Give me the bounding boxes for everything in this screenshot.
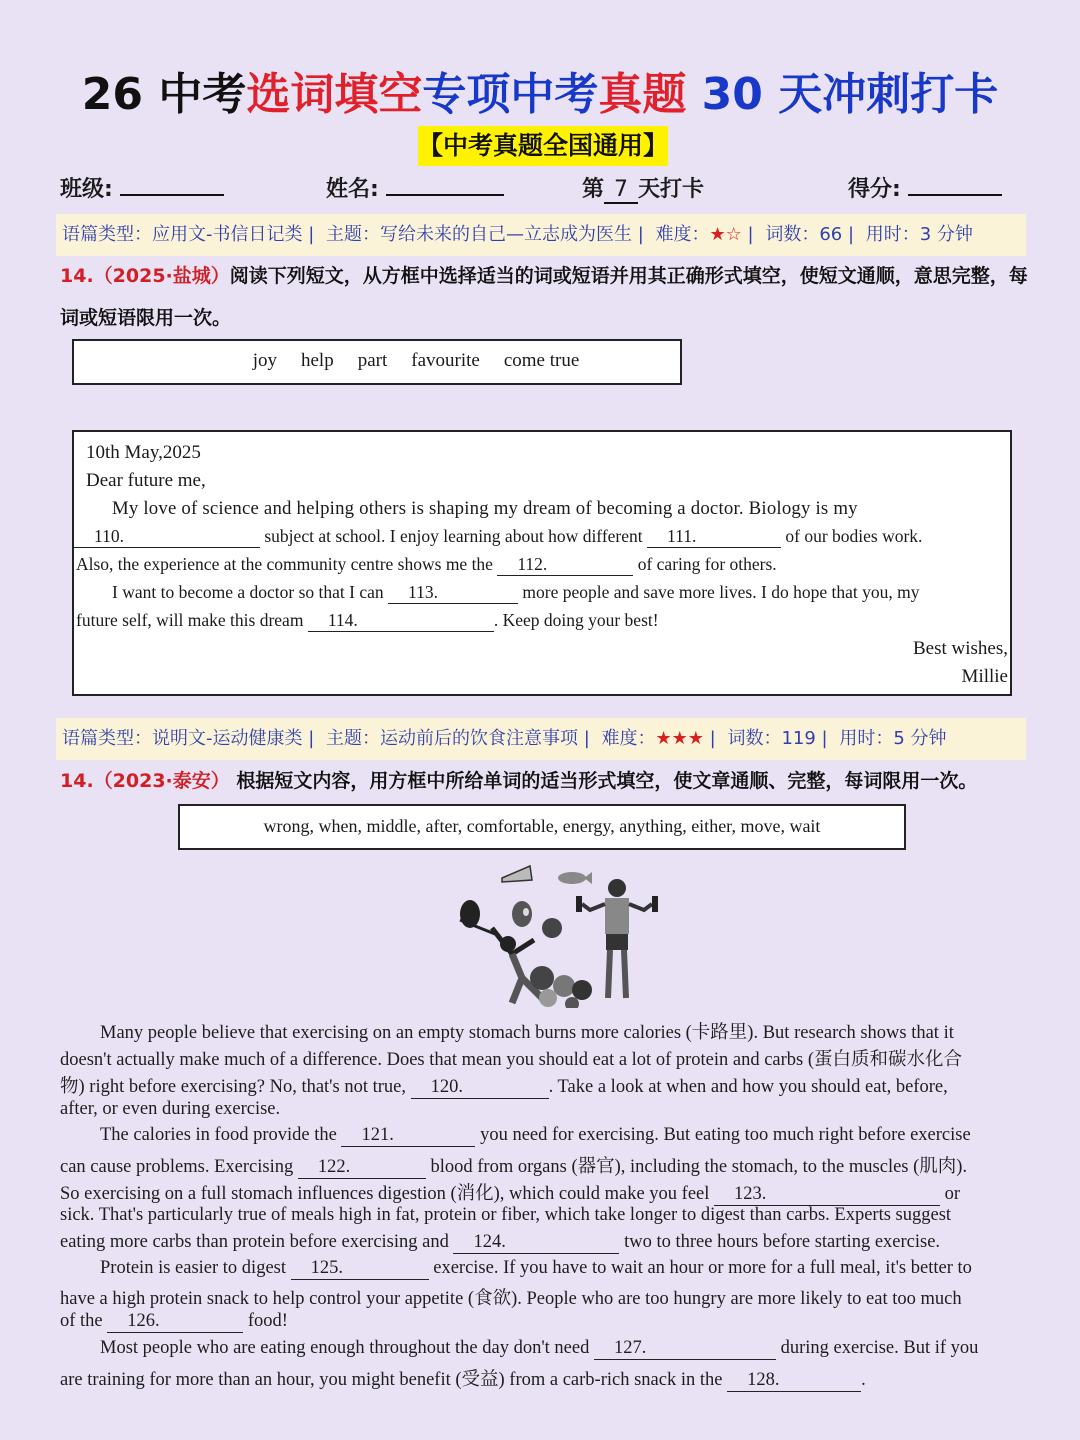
passage-line: eating more carbs than protein before exercising and <box>60 1232 449 1252</box>
blank-126[interactable]: 126. <box>107 1311 243 1333</box>
question-number: 14.（2025·盐城） <box>60 265 230 287</box>
fish-icon <box>558 872 592 884</box>
letter-closing: Best wishes, <box>913 638 1008 659</box>
beans-icon <box>512 901 532 927</box>
letter-greeting: Dear future me, <box>86 470 206 491</box>
passage-line: two to three hours before starting exercise. <box>624 1232 941 1252</box>
blank-112[interactable]: 112. <box>497 554 633 576</box>
blank-113[interactable]: 113. <box>388 582 518 604</box>
weightlifting-man-icon <box>576 879 658 998</box>
passage-line: or <box>944 1184 961 1204</box>
letter-line: subject at school. I enjoy learning about how different <box>264 526 643 546</box>
passage-line: blood from organs (器官), including the stomach, to the muscles (肌肉). <box>430 1157 968 1177</box>
day-field <box>582 172 704 204</box>
section2-question <box>60 761 1040 801</box>
letter-line: My love of science and helping others is shaping my dream of becoming a doctor. Biology is my <box>112 498 858 519</box>
passage-line: exercise. If you have to wait an hour or more for a full meal, it's better to <box>433 1258 972 1278</box>
word-bank-2: wrong, when, middle, after, comfortable, energy, anything, either, move, wait <box>178 804 906 850</box>
star-filled-icon: ★ <box>709 224 726 245</box>
topic: 主题：写给未来的自己—立志成为医生 <box>326 224 633 245</box>
time-estimate: 用时：3 分钟 <box>865 224 973 245</box>
genre-type: 语篇类型：说明文-运动健康类 <box>62 728 303 749</box>
blank-125[interactable]: 125. <box>291 1258 429 1280</box>
passage-line: of the <box>60 1311 103 1331</box>
class-label: 班级: <box>60 177 113 202</box>
score-blank[interactable] <box>908 172 1002 196</box>
blank-123[interactable]: 123. <box>714 1184 940 1206</box>
day-suffix: 天打卡 <box>638 177 705 202</box>
section1-info-bar: 语篇类型：应用文-书信日记类 | 主题：写给未来的自己—立志成为医生 | 难度：★☆ | 词数：66 | 用时：3 分钟 <box>56 214 1026 256</box>
passage-line: The calories in food provide the <box>100 1125 337 1145</box>
title-part-4: 真题 <box>598 69 687 120</box>
time-estimate: 用时：5 分钟 <box>839 728 947 749</box>
passage-line: doesn't actually make much of a difference. Does that mean you should eat a lot of protein and carbs (蛋白质和碳水化合 <box>60 1050 963 1070</box>
letter-line: of our bodies work. <box>785 526 923 546</box>
word-option: favourite <box>411 350 480 371</box>
question-text: 阅读下列短文，从方框中选择适当的词或短语并用其正确形式填空，使短文通顺，意思完整，每 <box>229 265 1028 287</box>
passage-line: 物) right before exercising? No, that's not true, <box>60 1077 406 1097</box>
title-part-5: 30 天冲刺打卡 <box>686 69 999 120</box>
day-value: 7 <box>604 177 638 204</box>
letter-date: 10th May,2025 <box>86 442 201 463</box>
letter-line: . Keep doing your best! <box>493 610 659 630</box>
section1-question-cont: 词或短语限用一次。 <box>60 307 232 329</box>
letter-line: I want to become a doctor so that I can <box>112 582 384 602</box>
passage-line: Many people believe that exercising on an empty stomach burns more calories (卡路里). But research shows that it <box>100 1023 954 1043</box>
passage-line: can cause problems. Exercising <box>60 1157 294 1177</box>
passage-line: have a high protein snack to help control your appetite (食欲). People who are too hungry are more likely to eat too much <box>60 1289 962 1309</box>
genre-type: 语篇类型：应用文-书信日记类 <box>62 224 303 245</box>
subtitle-badge: 【中考真题全国通用】 <box>418 126 668 166</box>
question-text: 根据短文内容，用方框中所给单词的适当形式填空，使文章通顺、完整，每词限用一次。 <box>236 770 978 792</box>
fruit-basket-icon <box>530 966 592 1008</box>
blank-128[interactable]: 128. <box>727 1370 861 1392</box>
score-label: 得分: <box>848 177 901 202</box>
blank-120[interactable]: 120. <box>411 1077 549 1099</box>
blank-127[interactable]: 127. <box>594 1338 776 1360</box>
name-label: 姓名: <box>326 177 379 202</box>
question-number: 14.（2023·泰安） <box>60 770 230 792</box>
topic: 主题：运动前后的饮食注意事项 <box>326 728 579 749</box>
passage-line: food! <box>247 1311 288 1331</box>
cheese-icon <box>502 866 532 882</box>
passage-line: during exercise. But if you <box>780 1338 979 1358</box>
passage-line: after, or even during exercise. <box>60 1099 281 1119</box>
section2-info-bar: 语篇类型：说明文-运动健康类 | 主题：运动前后的饮食注意事项 | 难度：★★★ | 词数：119 | 用时：5 分钟 <box>56 718 1026 760</box>
star-filled-icon: ★★★ <box>655 728 704 749</box>
letter-line: Also, the experience at the community centre shows me the <box>76 554 493 574</box>
name-blank[interactable] <box>386 172 504 196</box>
blank-114[interactable]: 114. <box>308 610 494 632</box>
title-part-1: 26 中考 <box>81 69 247 120</box>
passage-line: Most people who are eating enough throughout the day don't need <box>100 1338 590 1358</box>
passage-line: you need for exercising. But eating too much right before exercise <box>480 1125 971 1145</box>
letter-line: more people and save more lives. I do hope that you, my <box>522 582 920 602</box>
day-prefix: 第 <box>582 177 605 202</box>
star-empty-icon: ☆ <box>725 224 742 245</box>
letter-line: future self, will make this dream <box>76 610 304 630</box>
passage-line: Protein is easier to digest <box>100 1258 286 1278</box>
word-option: come true <box>503 350 580 371</box>
word-option: part <box>357 350 388 371</box>
section1-question <box>60 256 1040 296</box>
difficulty-label: 难度： <box>655 224 710 245</box>
word-option: joy <box>252 350 277 371</box>
blank-110[interactable]: 110. <box>74 526 260 548</box>
letter-signature: Millie <box>961 666 1008 687</box>
letter-line: of caring for others. <box>637 554 777 574</box>
tomato-icon <box>542 918 562 938</box>
word-option: help <box>301 350 334 371</box>
passage-line: are training for more than an hour, you might benefit (受益) from a carb-rich snack in the <box>60 1370 723 1390</box>
title-part-2: 选词填空 <box>246 69 423 120</box>
title-part-3: 专项中考 <box>422 69 599 120</box>
passage-line: So exercising on a full stomach influences digestion (消化), which could make you feel <box>60 1184 710 1204</box>
blank-122[interactable]: 122. <box>298 1157 426 1179</box>
passage-line: sick. That's particularly true of meals high in fat, protein or fiber, which take longer to digest than carbs. Experts suggest <box>60 1205 952 1225</box>
letter-box <box>72 430 1012 696</box>
blank-124[interactable]: 124. <box>453 1232 619 1254</box>
word-bank-1 <box>72 339 682 385</box>
difficulty-label: 难度： <box>601 728 656 749</box>
blank-111[interactable]: 111. <box>647 526 781 548</box>
name-field[interactable] <box>326 172 504 203</box>
score-field[interactable] <box>848 172 1002 203</box>
class-field[interactable] <box>60 172 224 203</box>
word-count: 词数：66 <box>765 224 843 245</box>
yoga-woman-icon <box>460 920 542 1003</box>
blank-121[interactable]: 121. <box>341 1125 475 1147</box>
class-blank[interactable] <box>120 172 224 196</box>
word-count: 词数：119 <box>727 728 816 749</box>
page-title <box>0 58 1080 122</box>
exercise-illustration <box>452 858 672 1008</box>
passage-line: . Take a look at when and how you should eat, before, <box>548 1077 948 1097</box>
passage-line: . <box>861 1370 866 1390</box>
